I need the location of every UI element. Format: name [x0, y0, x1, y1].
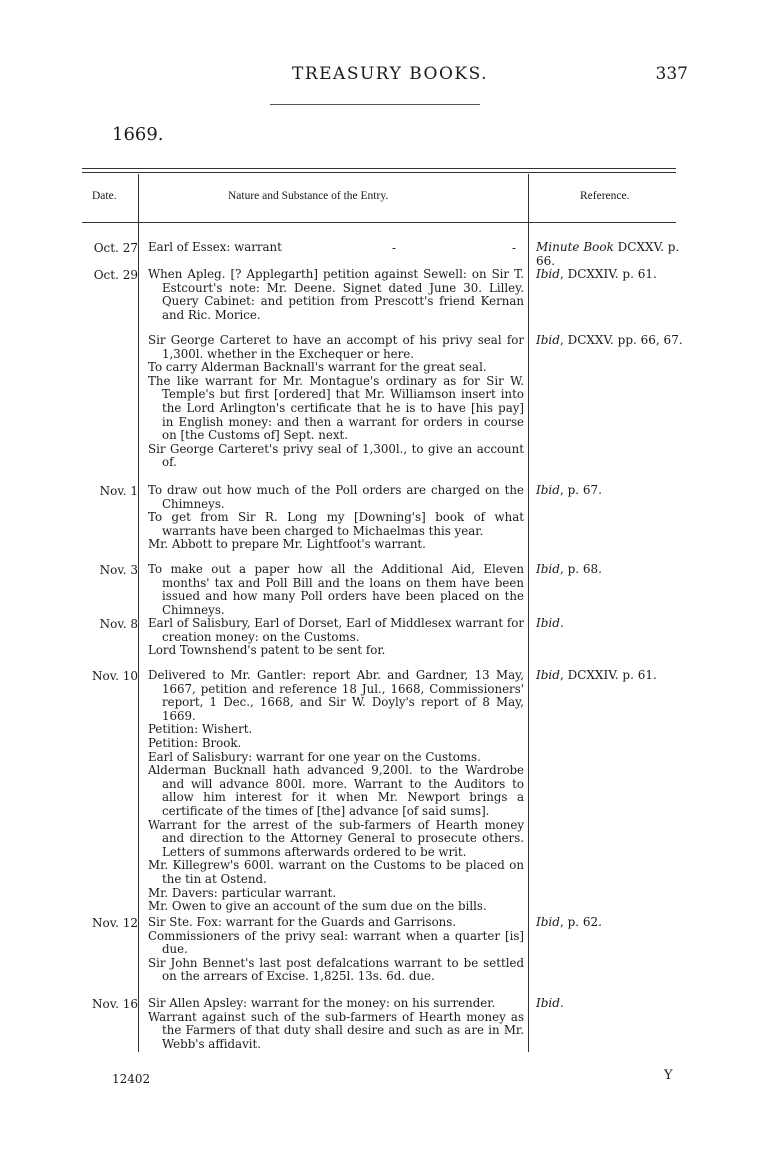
entry-paragraph: To get from Sir R. Long my [Downing's] book of what warrants have been charged to Michaelmas this year. — [148, 510, 524, 538]
entry-date: Nov. 8 — [99, 617, 138, 631]
column-divider-2 — [528, 174, 529, 1052]
entry-paragraph: Alderman Bucknall hath advanced 9,200l. to the Wardrobe and will advance 800l. more. Warrant to the Auditors to allow him interest for it when Mr. Newport brings a certificate of the times of [the] advance [of said sums]. — [148, 763, 524, 818]
reference-source: Ibid — [536, 333, 560, 347]
signature-mark: 12402 — [112, 1072, 151, 1086]
entry-nature — [148, 617, 524, 658]
entry-paragraph: Sir Ste. Fox: warrant for the Guards and Garrisons. — [148, 915, 457, 929]
reference-location: , DCXXV. pp. 66, 67. — [559, 333, 683, 347]
entry-reference — [536, 268, 696, 282]
header-rule — [270, 104, 480, 105]
entry-paragraph: Mr. Davers: particular warrant. — [148, 885, 337, 900]
year-heading: 1669. — [112, 124, 164, 145]
page-header — [0, 64, 768, 94]
entry-paragraph: Commissioners of the privy seal: warrant when a quarter [is] due. — [148, 928, 524, 957]
entry-paragraph: Sir George Carteret's privy seal of 1,300l., to give an account of. — [148, 441, 524, 470]
entry-nature — [148, 484, 524, 552]
reference-source: Ibid — [536, 267, 560, 281]
column-header-nature: Nature and Substance of the Entry. — [228, 190, 389, 202]
entry-date: Oct. 27 — [93, 241, 138, 255]
column-divider-1 — [138, 174, 139, 1052]
entry-paragraph: To make out a paper how all the Additional Aid, Eleven months' tax and Poll Bill and the loans on them have been issued and how many Poll orders have been placed on the Chimneys. — [148, 562, 524, 617]
table-header-rule — [82, 222, 676, 223]
entry-reference — [536, 563, 696, 577]
reference-source: Ibid — [536, 483, 560, 497]
leader-dash: - — [512, 241, 517, 255]
reference-location: , p. 67. — [559, 483, 602, 497]
reference-source: Ibid — [536, 996, 560, 1010]
entry-paragraph: Earl of Essex: warrant — [148, 240, 282, 254]
entry-date: Oct. 29 — [93, 268, 138, 282]
entry-reference — [536, 241, 696, 268]
entry-date: Nov. 16 — [92, 997, 138, 1011]
entry-paragraph: Earl of Salisbury: warrant for one year on the Customs. — [148, 749, 481, 764]
reference-location: . — [559, 616, 564, 630]
entry-paragraph: To draw out how much of the Poll orders are charged on the Chimneys. — [148, 483, 524, 511]
reference-source: Ibid — [536, 616, 560, 630]
entry-paragraph: Mr. Abbott to prepare Mr. Lightfoot's warrant. — [148, 537, 426, 552]
entry-paragraph: Sir George Carteret to have an accompt of his privy seal for 1,300l. whether in the Exchequer or here. — [148, 333, 524, 361]
entry-paragraph: Mr. Killegrew's 600l. warrant on the Customs to be placed on the tin at Ostend. — [148, 858, 524, 886]
entry-nature — [148, 268, 524, 322]
entry-paragraph: To carry Alderman Backnall's warrant for the great seal. — [148, 360, 487, 375]
entry-reference — [536, 617, 696, 631]
entry-date: Nov. 1 — [99, 484, 138, 498]
table-top-rule-2 — [82, 172, 676, 173]
entry-reference — [536, 997, 696, 1011]
entry-date: Nov. 12 — [92, 916, 138, 930]
entry-paragraph: Warrant against such of the sub-farmers of Hearth money as the Farmers of that duty shall desire and such as are in Mr. Webb's affidavit. — [148, 1009, 524, 1051]
entry-paragraph: Petition: Wishert. — [148, 722, 253, 737]
entry-paragraph: Warrant for the arrest of the sub-farmers of Hearth money and direction to the Attorney General to prosecute others. Letters of summons afterwards ordered to be writ. — [148, 817, 524, 859]
entry-paragraph: Sir John Bennet's last post defalcations warrant to be settled on the arrears of Excise. 1,825l. 13s. 6d. due. — [148, 955, 524, 984]
entry-reference — [536, 669, 696, 683]
entry-paragraph: Mr. Owen to give an account of the sum due on the bills. — [148, 899, 487, 914]
entry-paragraph: The like warrant for Mr. Montague's ordinary as for Sir W. Temple's but first [ordered] that Mr. Williamson insert into the Lord Arlington's certificate that he is to have [his pay] in English money: and then a warrant for orders in course on [the Customs of] Sept. next. — [148, 373, 524, 443]
entry-paragraph: Lord Townshend's patent to be sent for. — [148, 643, 386, 658]
reference-location: , DCXXIV. p. 61. — [559, 267, 657, 281]
entry-paragraph: When Apleg. [? Applegarth] petition against Sewell: on Sir T. Estcourt's note: Mr. Deene. Signet dated June 30. Lilley. Query Cabinet: and petition from Prescott's friend Kernan and Ric. Morice. — [148, 267, 524, 322]
reference-location: DCXXV. p. 66. — [536, 240, 680, 268]
running-title: TREASURY BOOKS. — [292, 64, 489, 84]
entry-nature — [148, 669, 524, 914]
leader-dash: - — [392, 241, 397, 255]
gathering-mark: Y — [664, 1068, 673, 1083]
column-header-reference: Reference. — [580, 190, 630, 202]
entry-paragraph: Earl of Salisbury, Earl of Dorset, Earl of Middlesex warrant for creation money: on the Customs. — [148, 616, 524, 644]
table-top-rule — [82, 168, 676, 169]
entry-nature — [148, 241, 524, 255]
reference-source: Minute Book — [536, 240, 614, 254]
entry-date: Nov. 10 — [92, 669, 138, 683]
entry-nature — [148, 916, 524, 984]
reference-source: Ibid — [536, 668, 560, 682]
reference-location: , p. 62. — [559, 915, 602, 929]
entry-reference — [536, 916, 696, 930]
entry-date: Nov. 3 — [99, 563, 138, 577]
reference-location: . — [559, 996, 564, 1010]
entry-nature — [148, 997, 524, 1051]
entry-nature — [148, 334, 524, 470]
reference-source: Ibid — [536, 915, 560, 929]
entry-paragraph: Petition: Brook. — [148, 735, 242, 750]
reference-source: Ibid — [536, 562, 560, 576]
reference-location: , DCXXIV. p. 61. — [559, 668, 657, 682]
entry-paragraph: Sir Allen Apsley: warrant for the money: on his surrender. — [148, 996, 496, 1010]
entry-nature — [148, 563, 524, 617]
entry-reference — [536, 484, 696, 498]
entry-reference — [536, 334, 696, 348]
entry-paragraph: Delivered to Mr. Gantler: report Abr. and Gardner, 13 May, 1667, petition and reference 18 Jul., 1668, Commissioners' report, 1 Dec., 1668, and Sir W. Doyly's report of 8 May, 1669. — [148, 668, 524, 723]
page-number: 337 — [655, 64, 688, 84]
column-header-date: Date. — [92, 190, 117, 202]
reference-location: , p. 68. — [559, 562, 602, 576]
